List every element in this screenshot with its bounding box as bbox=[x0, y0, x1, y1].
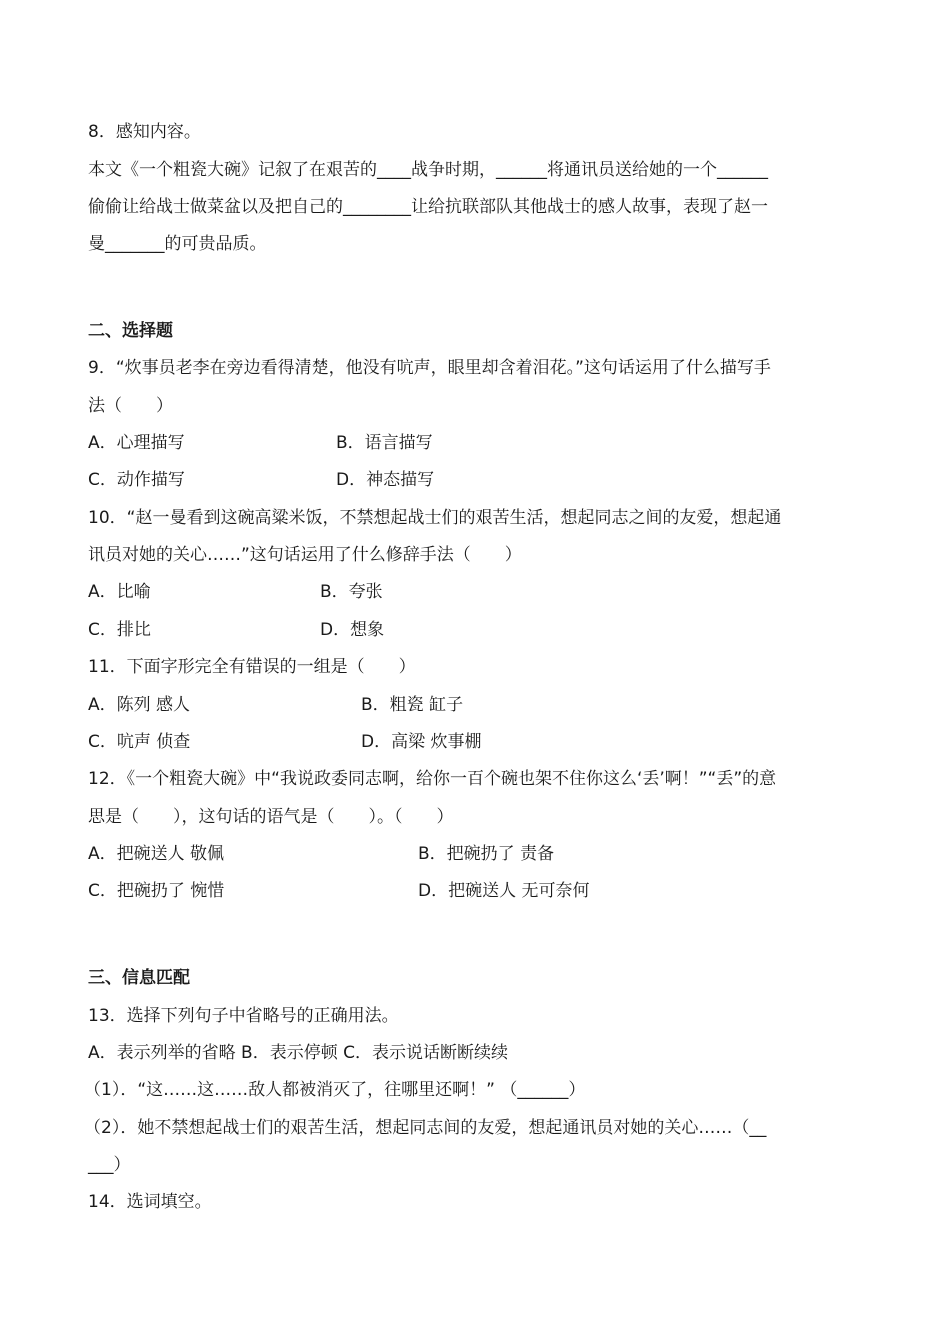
q10-option-b: B．夸张 bbox=[320, 582, 383, 602]
q10-line-1: 10．“赵一曼看到这碗高粱米饭，不禁想起战士们的艰苦生活，想起同志之间的友爱，想起通 bbox=[88, 508, 782, 528]
q11-option-b: B．粗瓷 缸子 bbox=[361, 695, 464, 715]
q11-option-a: A．陈列 感人 bbox=[88, 695, 191, 715]
q13-item-2-cont: ___） bbox=[88, 1155, 131, 1175]
q10-option-d: D．想象 bbox=[320, 620, 385, 640]
q9-option-c: C．动作描写 bbox=[88, 470, 185, 490]
q12-option-b: B．把碗扔了 责备 bbox=[418, 844, 555, 864]
q9-line-2: 法（ ） bbox=[88, 396, 173, 416]
q8-line-2: 偷偷让给战士做菜盆以及把自己的________让给抗联部队其他战士的感人故事，表现了赵一 bbox=[88, 197, 768, 217]
q8-title: 8．感知内容。 bbox=[88, 122, 201, 142]
q14-title: 14．选词填空。 bbox=[88, 1192, 212, 1212]
q8-line-3: 曼_______的可贵品质。 bbox=[88, 234, 267, 254]
section-3-heading: 三、信息匹配 bbox=[88, 968, 190, 988]
q10-line-2: 讯员对她的关心……”这句话运用了什么修辞手法（ ） bbox=[88, 545, 522, 565]
q12-line-1: 12．《一个粗瓷大碗》中“我说政委同志啊，给你一百个碗也架不住你这么‘丢’啊！”“丢”的意 bbox=[88, 769, 777, 789]
q13-item-1: （1）．“这……这……敌人都被消灭了，往哪里还啊！” （______） bbox=[84, 1080, 586, 1100]
q11-option-c: C．吭声 侦查 bbox=[88, 732, 191, 752]
q9-option-d: D．神态描写 bbox=[336, 470, 435, 490]
q12-option-c: C．把碗扔了 惋惜 bbox=[88, 881, 225, 901]
q13-item-2: （2）．她不禁想起战士们的艰苦生活，想起同志间的友爱，想起通讯员对她的关心……（__ bbox=[84, 1118, 767, 1138]
q11-line-1: 11．下面字形完全有错误的一组是（ ） bbox=[88, 657, 416, 677]
q12-line-2: 思是（ ），这句话的语气是（ ）。（ ） bbox=[88, 807, 454, 827]
q13-title: 13．选择下列句子中省略号的正确用法。 bbox=[88, 1006, 399, 1026]
q9-option-a: A．心理描写 bbox=[88, 433, 185, 453]
q12-option-d: D．把碗送人 无可奈何 bbox=[418, 881, 590, 901]
q10-option-a: A．比喻 bbox=[88, 582, 151, 602]
q9-line-1: 9．“炊事员老李在旁边看得清楚，他没有吭声，眼里却含着泪花。”这句话运用了什么描写手 bbox=[88, 358, 771, 378]
section-2-heading: 二、选择题 bbox=[88, 321, 173, 341]
q12-option-a: A．把碗送人 敬佩 bbox=[88, 844, 225, 864]
q8-line-1: 本文《一个粗瓷大碗》记叙了在艰苦的____战争时期，______将通讯员送给她的一个______ bbox=[88, 160, 768, 180]
q13-choices: A．表示列举的省略 B．表示停顿 C．表示说话断断续续 bbox=[88, 1043, 508, 1063]
q9-option-b: B．语言描写 bbox=[336, 433, 433, 453]
q10-option-c: C．排比 bbox=[88, 620, 151, 640]
q11-option-d: D．高梁 炊事棚 bbox=[361, 732, 482, 752]
